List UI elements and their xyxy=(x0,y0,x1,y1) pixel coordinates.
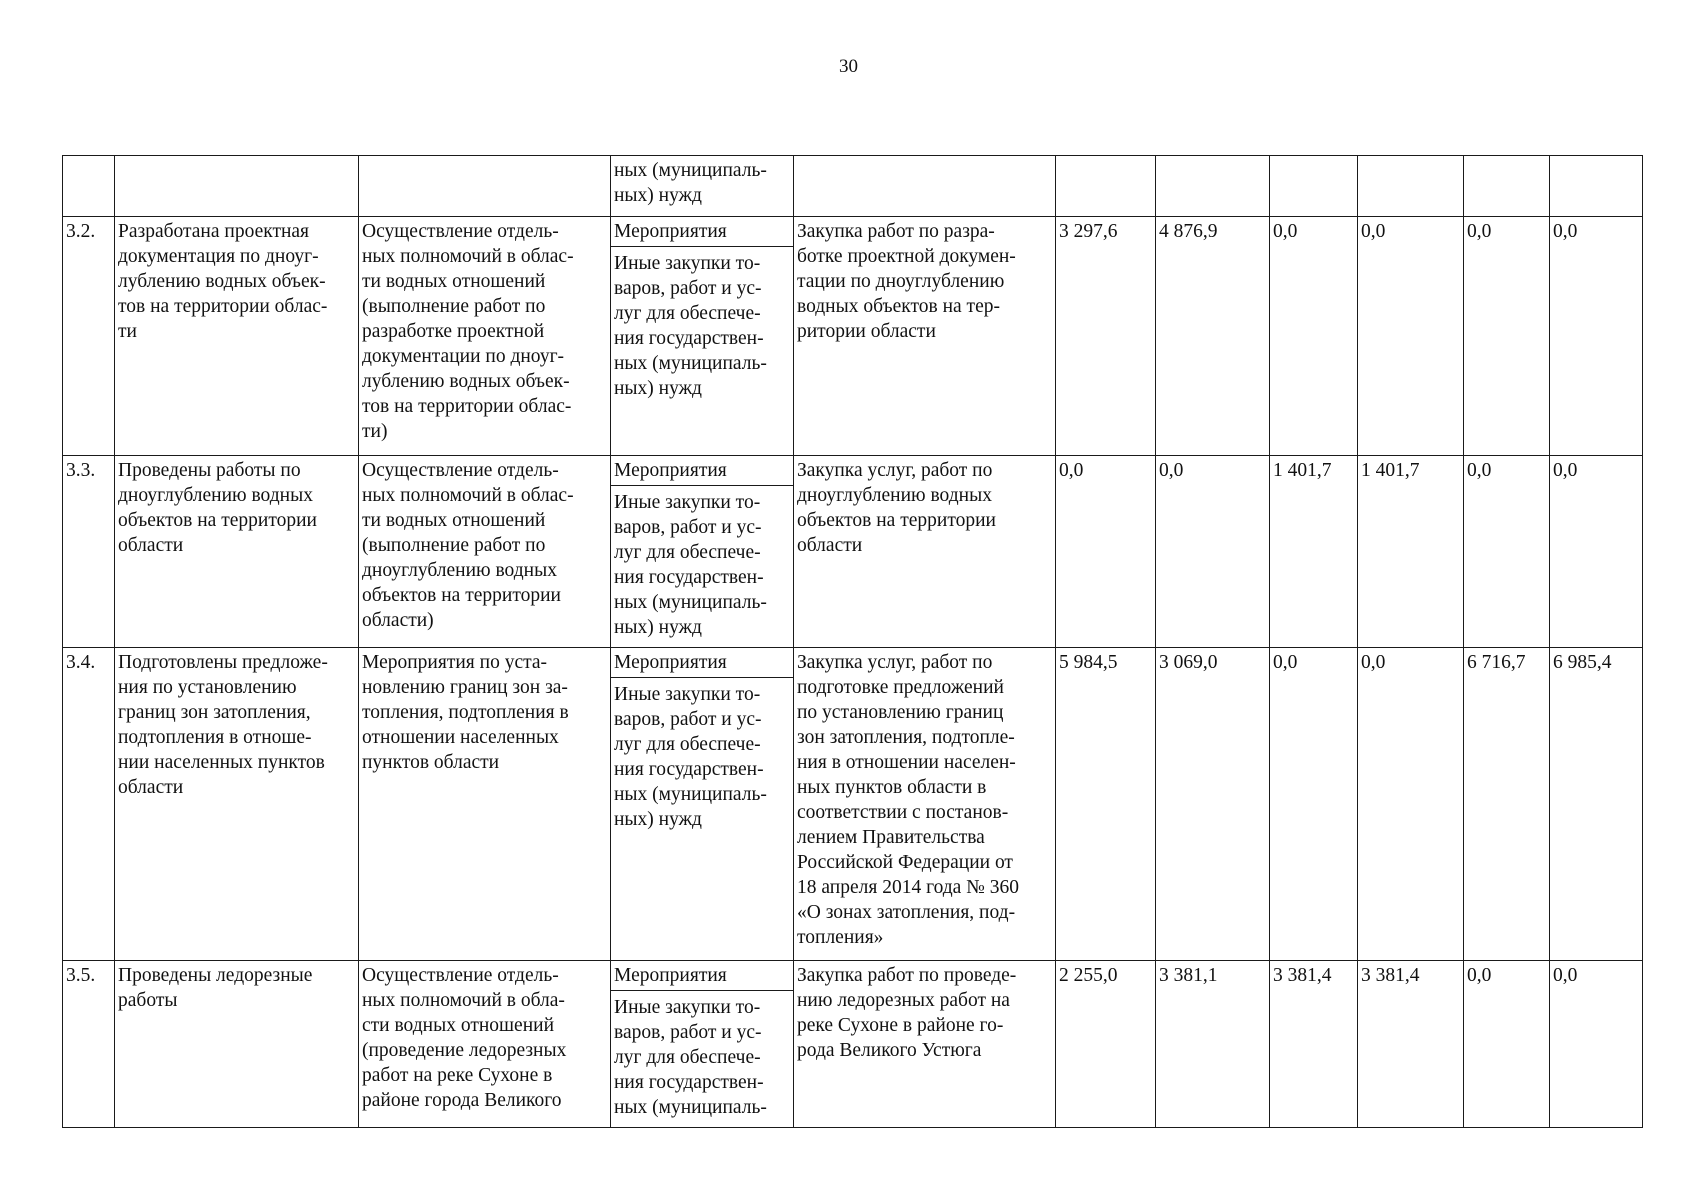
cell-activity: Мероприятия по уста- новлению границ зон за- топления, подтопления в отношении населенных пунктов области xyxy=(359,648,611,961)
expense-type-detail: Иные закупки то- варов, работ и ус- луг для обеспече- ния государствен- ных (муниципаль- ных) нужд xyxy=(614,492,767,638)
cell-result: Разработана проектная документация по дноуг- лублению водных объек- тов на территории облас- ти xyxy=(115,217,359,456)
cell-amount: 4 876,9 xyxy=(1156,217,1270,456)
cell-amount: 0,0 xyxy=(1270,217,1358,456)
cell-expense-type-continuation: ных (муниципаль- ных) нужд xyxy=(611,156,794,217)
table-row xyxy=(63,961,1643,1128)
cell-amount: 0,0 xyxy=(1464,456,1550,648)
cell-amount: 0,0 xyxy=(1358,648,1464,961)
cell-empty xyxy=(794,156,1056,217)
expense-type-detail: Иные закупки то- варов, работ и ус- луг для обеспече- ния государствен- ных (муниципаль- ных) нужд xyxy=(614,253,767,399)
cell-amount: 0,0 xyxy=(1270,648,1358,961)
cell-result: Подготовлены предложе- ния по установлению границ зон затопления, подтопления в отноше- нии населенных пунктов области xyxy=(115,648,359,961)
cell-amount: 0,0 xyxy=(1464,961,1550,1128)
cell-description: Закупка работ по проведе- нию ледорезных работ на реке Сухоне в районе го- рода Великого Устюга xyxy=(794,961,1056,1128)
cell-amount: 3 069,0 xyxy=(1156,648,1270,961)
cell-description: Закупка работ по разра- ботке проектной докумен- тации по дноуглублению водных объектов на тер- ритории области xyxy=(794,217,1056,456)
cell-amount: 3 381,4 xyxy=(1270,961,1358,1128)
table-row xyxy=(63,648,1643,961)
cell-empty xyxy=(1464,156,1550,217)
cell-empty xyxy=(63,156,115,217)
expense-type-category: Мероприятия xyxy=(611,217,793,247)
cell-amount: 0,0 xyxy=(1550,217,1643,456)
cell-activity: Осуществление отдель- ных полномочий в обла- сти водных отношений (проведение ледорезных работ на реке Сухоне в районе города Великого xyxy=(359,961,611,1128)
cell-empty xyxy=(1270,156,1358,217)
cell-row-number: 3.5. xyxy=(63,961,115,1128)
cell-row-number: 3.2. xyxy=(63,217,115,456)
cell-empty xyxy=(1550,156,1643,217)
program-table xyxy=(62,155,1643,1128)
cell-amount: 1 401,7 xyxy=(1358,456,1464,648)
cell-amount: 0,0 xyxy=(1550,456,1643,648)
cell-expense-type xyxy=(611,456,794,648)
cell-activity: Осуществление отдель- ных полномочий в облас- ти водных отношений (выполнение работ по дноуглублению водных объектов на территории области) xyxy=(359,456,611,648)
cell-empty xyxy=(359,156,611,217)
expense-type-category: Мероприятия xyxy=(611,961,793,991)
cell-amount: 0,0 xyxy=(1056,456,1156,648)
expense-type-detail: Иные закупки то- варов, работ и ус- луг для обеспече- ния государствен- ных (муниципаль- xyxy=(614,997,767,1118)
cell-amount: 0,0 xyxy=(1358,217,1464,456)
cell-description: Закупка услуг, работ по дноуглублению водных объектов на территории области xyxy=(794,456,1056,648)
expense-type-category: Мероприятия xyxy=(611,456,793,486)
expense-type-category: Мероприятия xyxy=(611,648,793,678)
cell-result: Проведены работы по дноуглублению водных объектов на территории области xyxy=(115,456,359,648)
expense-type-detail: Иные закупки то- варов, работ и ус- луг для обеспече- ния государствен- ных (муниципаль- ных) нужд xyxy=(614,684,767,830)
cell-amount: 1 401,7 xyxy=(1270,456,1358,648)
cell-amount: 0,0 xyxy=(1550,961,1643,1128)
cell-amount: 2 255,0 xyxy=(1056,961,1156,1128)
cell-expense-type xyxy=(611,961,794,1128)
cell-amount: 3 381,1 xyxy=(1156,961,1270,1128)
cell-amount: 6 985,4 xyxy=(1550,648,1643,961)
cell-row-number: 3.4. xyxy=(63,648,115,961)
cell-amount: 0,0 xyxy=(1464,217,1550,456)
cell-amount: 0,0 xyxy=(1156,456,1270,648)
cell-expense-type xyxy=(611,648,794,961)
cell-row-number: 3.3. xyxy=(63,456,115,648)
cell-amount: 3 297,6 xyxy=(1056,217,1156,456)
page-number: 30 xyxy=(839,56,858,77)
cell-empty xyxy=(1056,156,1156,217)
table-row-continuation xyxy=(63,156,1643,217)
cell-activity: Осуществление отдель- ных полномочий в облас- ти водных отношений (выполнение работ по разработке проектной документации по дноуг- лублению водных объек- тов на территории облас- ти) xyxy=(359,217,611,456)
cell-empty xyxy=(1156,156,1270,217)
table-row xyxy=(63,456,1643,648)
table-row xyxy=(63,217,1643,456)
cell-result: Проведены ледорезные работы xyxy=(115,961,359,1128)
cell-description: Закупка услуг, работ по подготовке предложений по установлению границ зон затопления, подтопле- ния в отношении населен- ных пунктов области в соответствии с постанов- лением Правительства Российской Федерации от 18 апреля 2014 года № 360 «О зонах затопления, под- топления» xyxy=(794,648,1056,961)
cell-empty xyxy=(115,156,359,217)
cell-amount: 5 984,5 xyxy=(1056,648,1156,961)
cell-amount: 6 716,7 xyxy=(1464,648,1550,961)
cell-expense-type xyxy=(611,217,794,456)
cell-amount: 3 381,4 xyxy=(1358,961,1464,1128)
cell-empty xyxy=(1358,156,1464,217)
